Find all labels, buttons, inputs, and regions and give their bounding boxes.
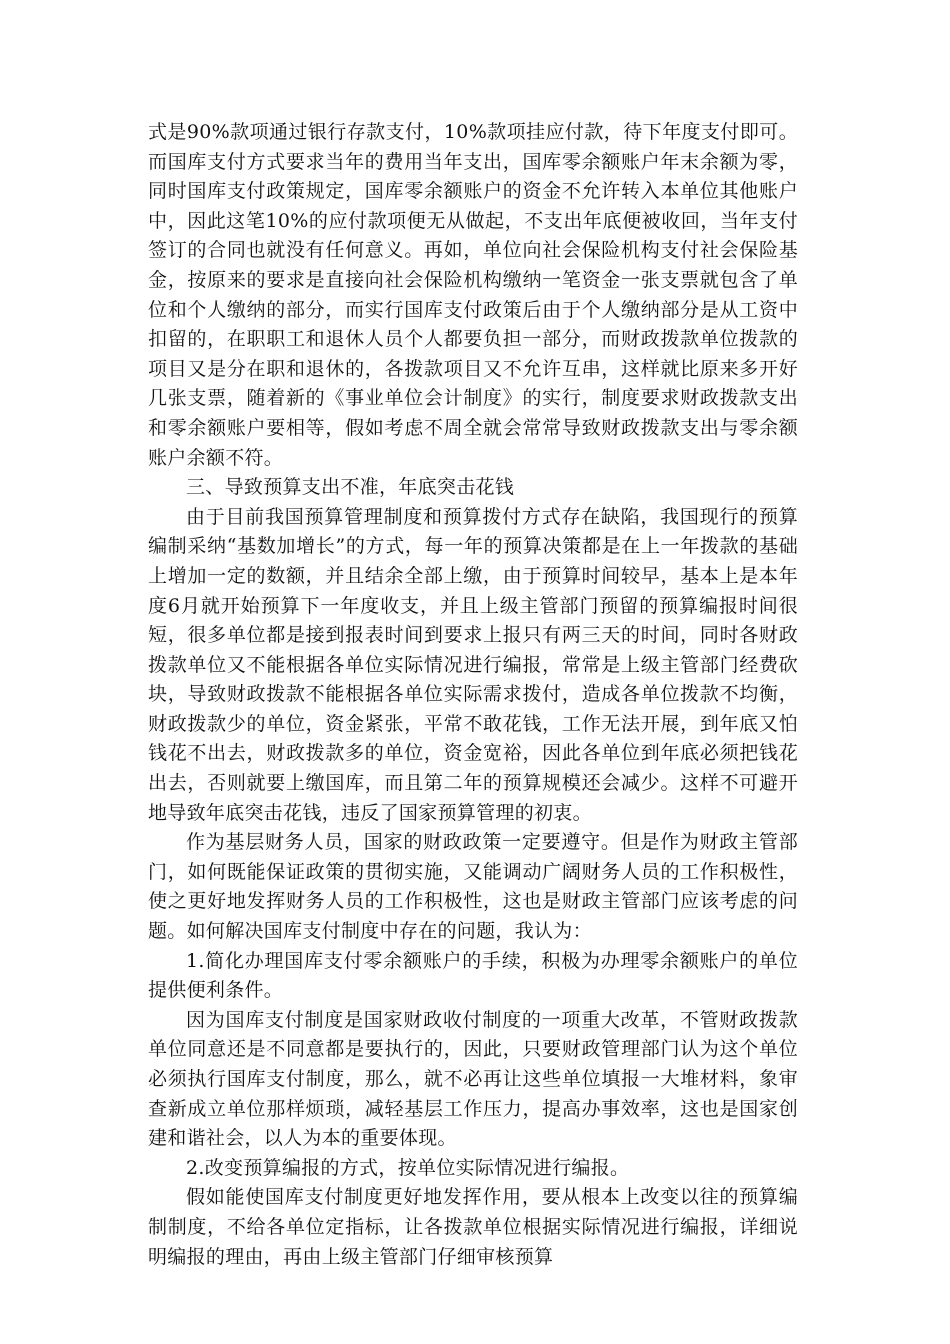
- list-item-2-heading: 2.改变预算编报的方式，按单位实际情况进行编报。: [186, 1156, 630, 1179]
- paragraph-item-2-detail: 假如能使国库支付制度更好地发挥作用，要从根本上改变以往的预算编制制度，不给各单位定指标，让各拨款单位根据实际情况进行编报，详细说明编报的理由，再由上级主管部门仔细审核预算: [148, 1186, 798, 1268]
- list-item-1-heading: 1.简化办理国库支付零余额账户的手续，积极为办理零余额账户的单位提供便利条件。: [148, 949, 798, 1002]
- section-heading-3: 三、导致预算支出不准，年底突击花钱: [186, 476, 515, 499]
- paragraph-item-1-detail: 因为国库支付制度是国家财政收付制度的一项重大改革，不管财政拨款单位同意还是不同意都是要执行的，因此，只要财政管理部门认为这个单位必须执行国库支付制度，那么，就不必再让这些单位填报一大堆材料，象审查新成立单位那样烦琐，减轻基层工作压力，提高办事效率，这也是国家创建和谐社会，以人为本的重要体现。: [148, 1008, 798, 1150]
- paragraph-budget-flaws: 由于目前我国预算管理制度和预算拨付方式存在缺陷，我国现行的预算编制采纳“基数加增长”的方式，每一年的预算决策都是在上一年拨款的基础上增加一定的数额，并且结余全部上缴，由于预算时间较早，基本上是本年度6月就开始预算下一年度收支，并且上级主管部门预留的预算编报时间很短，很多单位都是接到报表时间到要求上报只有两三天的时间，同时各财政拨款单位又不能根据各单位实际情况进行编报，常常是上级主管部门经费砍块，导致财政拨款不能根据各单位实际需求拨付，造成各单位拨款不均衡，财政拨款少的单位，资金紧张，平常不敢花钱，工作无法开展，到年底又怕钱花不出去，财政拨款多的单位，资金宽裕，因此各单位到年底必须把钱花出去，否则就要上缴国库，而且第二年的预算规模还会减少。这样不可避开地导致年底突击花钱，违反了国家预算管理的初衷。: [148, 505, 798, 824]
- paragraph-recommendations-intro: 作为基层财务人员，国家的财政政策一定要遵守。但是作为财政主管部门，如何既能保证政策的贯彻实施，又能调动广阔财务人员的工作积极性，使之更好地发挥财务人员的工作积极性，这也是财政主管部门应该考虑的问题。如何解决国库支付制度中存在的问题，我认为：: [148, 831, 798, 943]
- document-body: [148, 118, 798, 1272]
- paragraph-continuation: 式是90%款项通过银行存款支付，10%款项挂应付款，待下年度支付即可。而国库支付方式要求当年的费用当年支出，国库零余额账户年末余额为零，同时国库支付政策规定，国库零余额账户的资金不允许转入本单位其他账户中，因此这笔10%的应付款项便无从做起，不支出年底便被收回，当年支付签订的合同也就没有任何意义。再如，单位向社会保险机构支付社会保险基金，按原来的要求是直接向社会保险机构缴纳一笔资金一张支票就包含了单位和个人缴纳的部分，而实行国库支付政策后由于个人缴纳部分是从工资中扣留的，在职职工和退休人员个人都要负担一部分，而财政拨款单位拨款的项目又是分在职和退休的，各拨款项目又不允许互串，这样就比原来多开好几张支票，随着新的《事业单位会计制度》的实行，制度要求财政拨款支出和零余额账户要相等，假如考虑不周全就会常常导致财政拨款支出与零余额账户余额不符。: [148, 121, 798, 469]
